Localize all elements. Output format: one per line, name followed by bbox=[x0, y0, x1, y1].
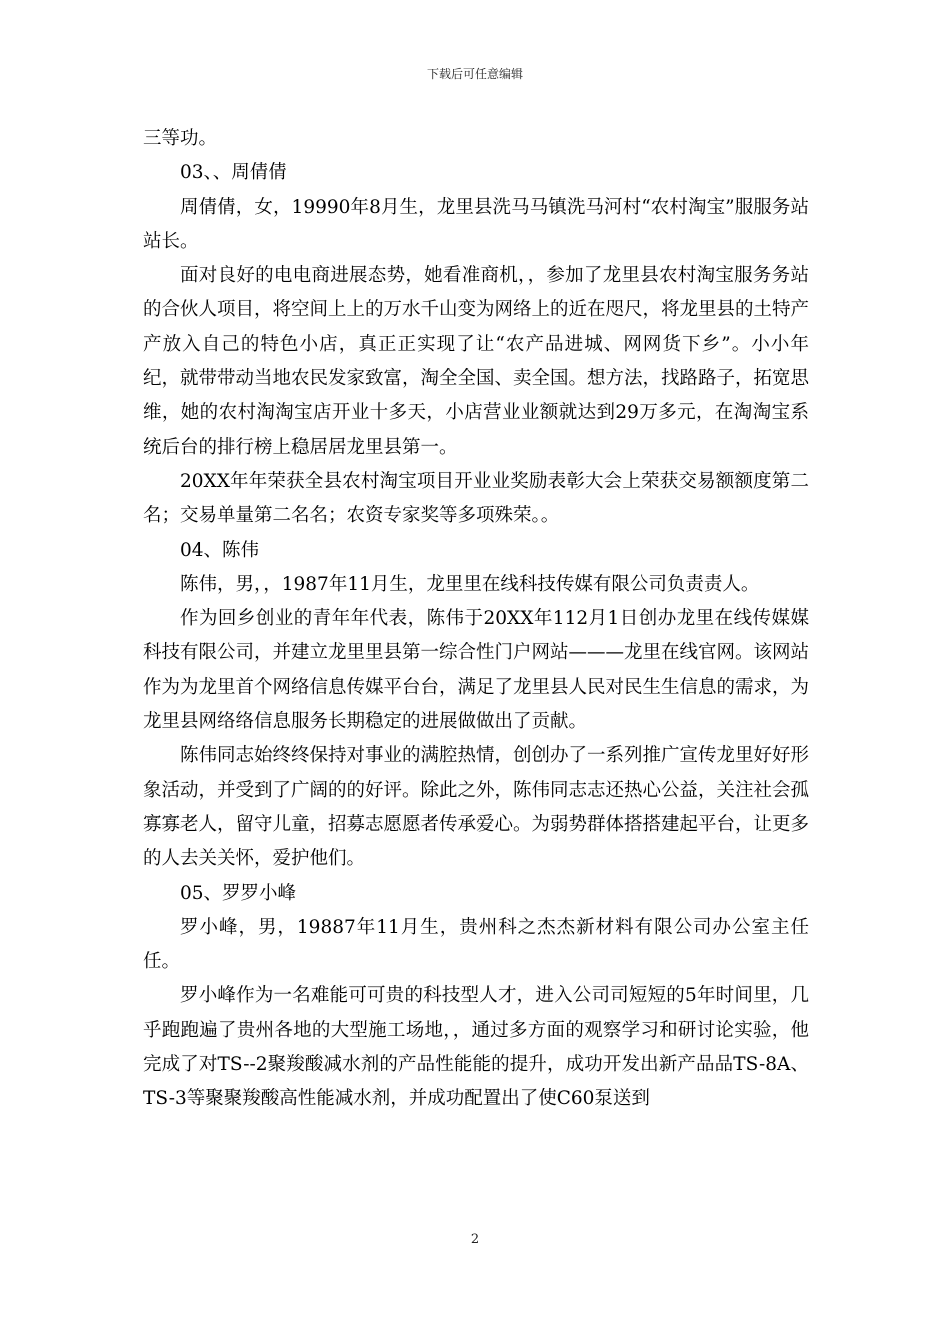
document-body bbox=[143, 122, 809, 1117]
paragraph: 三等功。 bbox=[143, 128, 218, 149]
section-heading: 03、、周倩倩 bbox=[180, 162, 287, 184]
paragraph: 罗小峰，男，19887年11月生，贵州科之杰杰新材料有限公司办公室主任任。 bbox=[143, 916, 809, 973]
page-number: 2 bbox=[470, 1232, 480, 1247]
paragraph: 陈伟同志始终终保持对事业的满腔热情，创创办了一系列推广宣传龙里好好形象活动，并受到了广阔的的好评。除此之外，陈伟同志志还热心公益，关注社会孤寡寡老人，留守儿童，招募志愿愿者传承爱心。为弱势群体搭搭建起平台，让更多的人去关关怀，爱护他们。 bbox=[143, 745, 810, 870]
paragraph: 20XX年年荣获全县农村淘宝项目开业业奖励表彰大会上荣获交易额额度第二名；交易单量第二名名；农资专家奖等多项殊荣。。 bbox=[143, 470, 809, 527]
paragraph: 周倩倩，女，19990年8月生，龙里县洗马马镇洗马河村“农村淘宝”服服务站站长。 bbox=[143, 196, 809, 252]
paragraph: 面对良好的电电商进展态势，她看准商机，，参加了龙里县农村淘宝服务务站的合伙人项目，将空间上上的万水千山变为网络上的近在咫尺，将龙里县的土特产产放入自己的特色小店，真正正实现了让“农产品进城、网网货下乡”。小小年纪，就带带动当地农民发家致富，淘全全国、卖全国。想方法，找路路子，拓宽思维，她的农村淘淘宝店开业十多天，小店营业业额就达到29万多元，在淘淘宝系统后台的排行榜上稳居居龙里县第一。 bbox=[143, 265, 810, 458]
paragraph: 作为回乡创业的青年年代表，陈伟于20XX年112月1日创办龙里在线传媒媒科技有限公司，并建立龙里里县第一综合性门户网站———龙里在线官网。该网站作为为龙里首个网络信息传媒平台台，满足了龙里县人民对民生生信息的需求，为龙里县网络络信息服务长期稳定的进展做做出了贡献。 bbox=[143, 608, 810, 733]
section-heading: 05、罗罗小峰 bbox=[180, 882, 297, 904]
section-heading: 04、陈伟 bbox=[180, 539, 260, 561]
page-header: 下载后可任意编辑 bbox=[426, 67, 523, 81]
paragraph: 陈伟，男，，1987年11月生，龙里里在线科技传媒有限公司负责责人。 bbox=[180, 573, 760, 595]
paragraph: 罗小峰作为一名难能可可贵的科技型人才，进入公司司短短的5年时间里，几乎跑跑遍了贵州各地的大型施工场地，，通过多方面的观察学习和研讨论实验，他完成了对TS--2聚羧酸减水剂的产品性能能的提升，成功开发出新产品品TS-8A、TS-3等聚聚羧酸高性能减水剂，并成功配置出了使C60泵送到 bbox=[143, 985, 809, 1110]
